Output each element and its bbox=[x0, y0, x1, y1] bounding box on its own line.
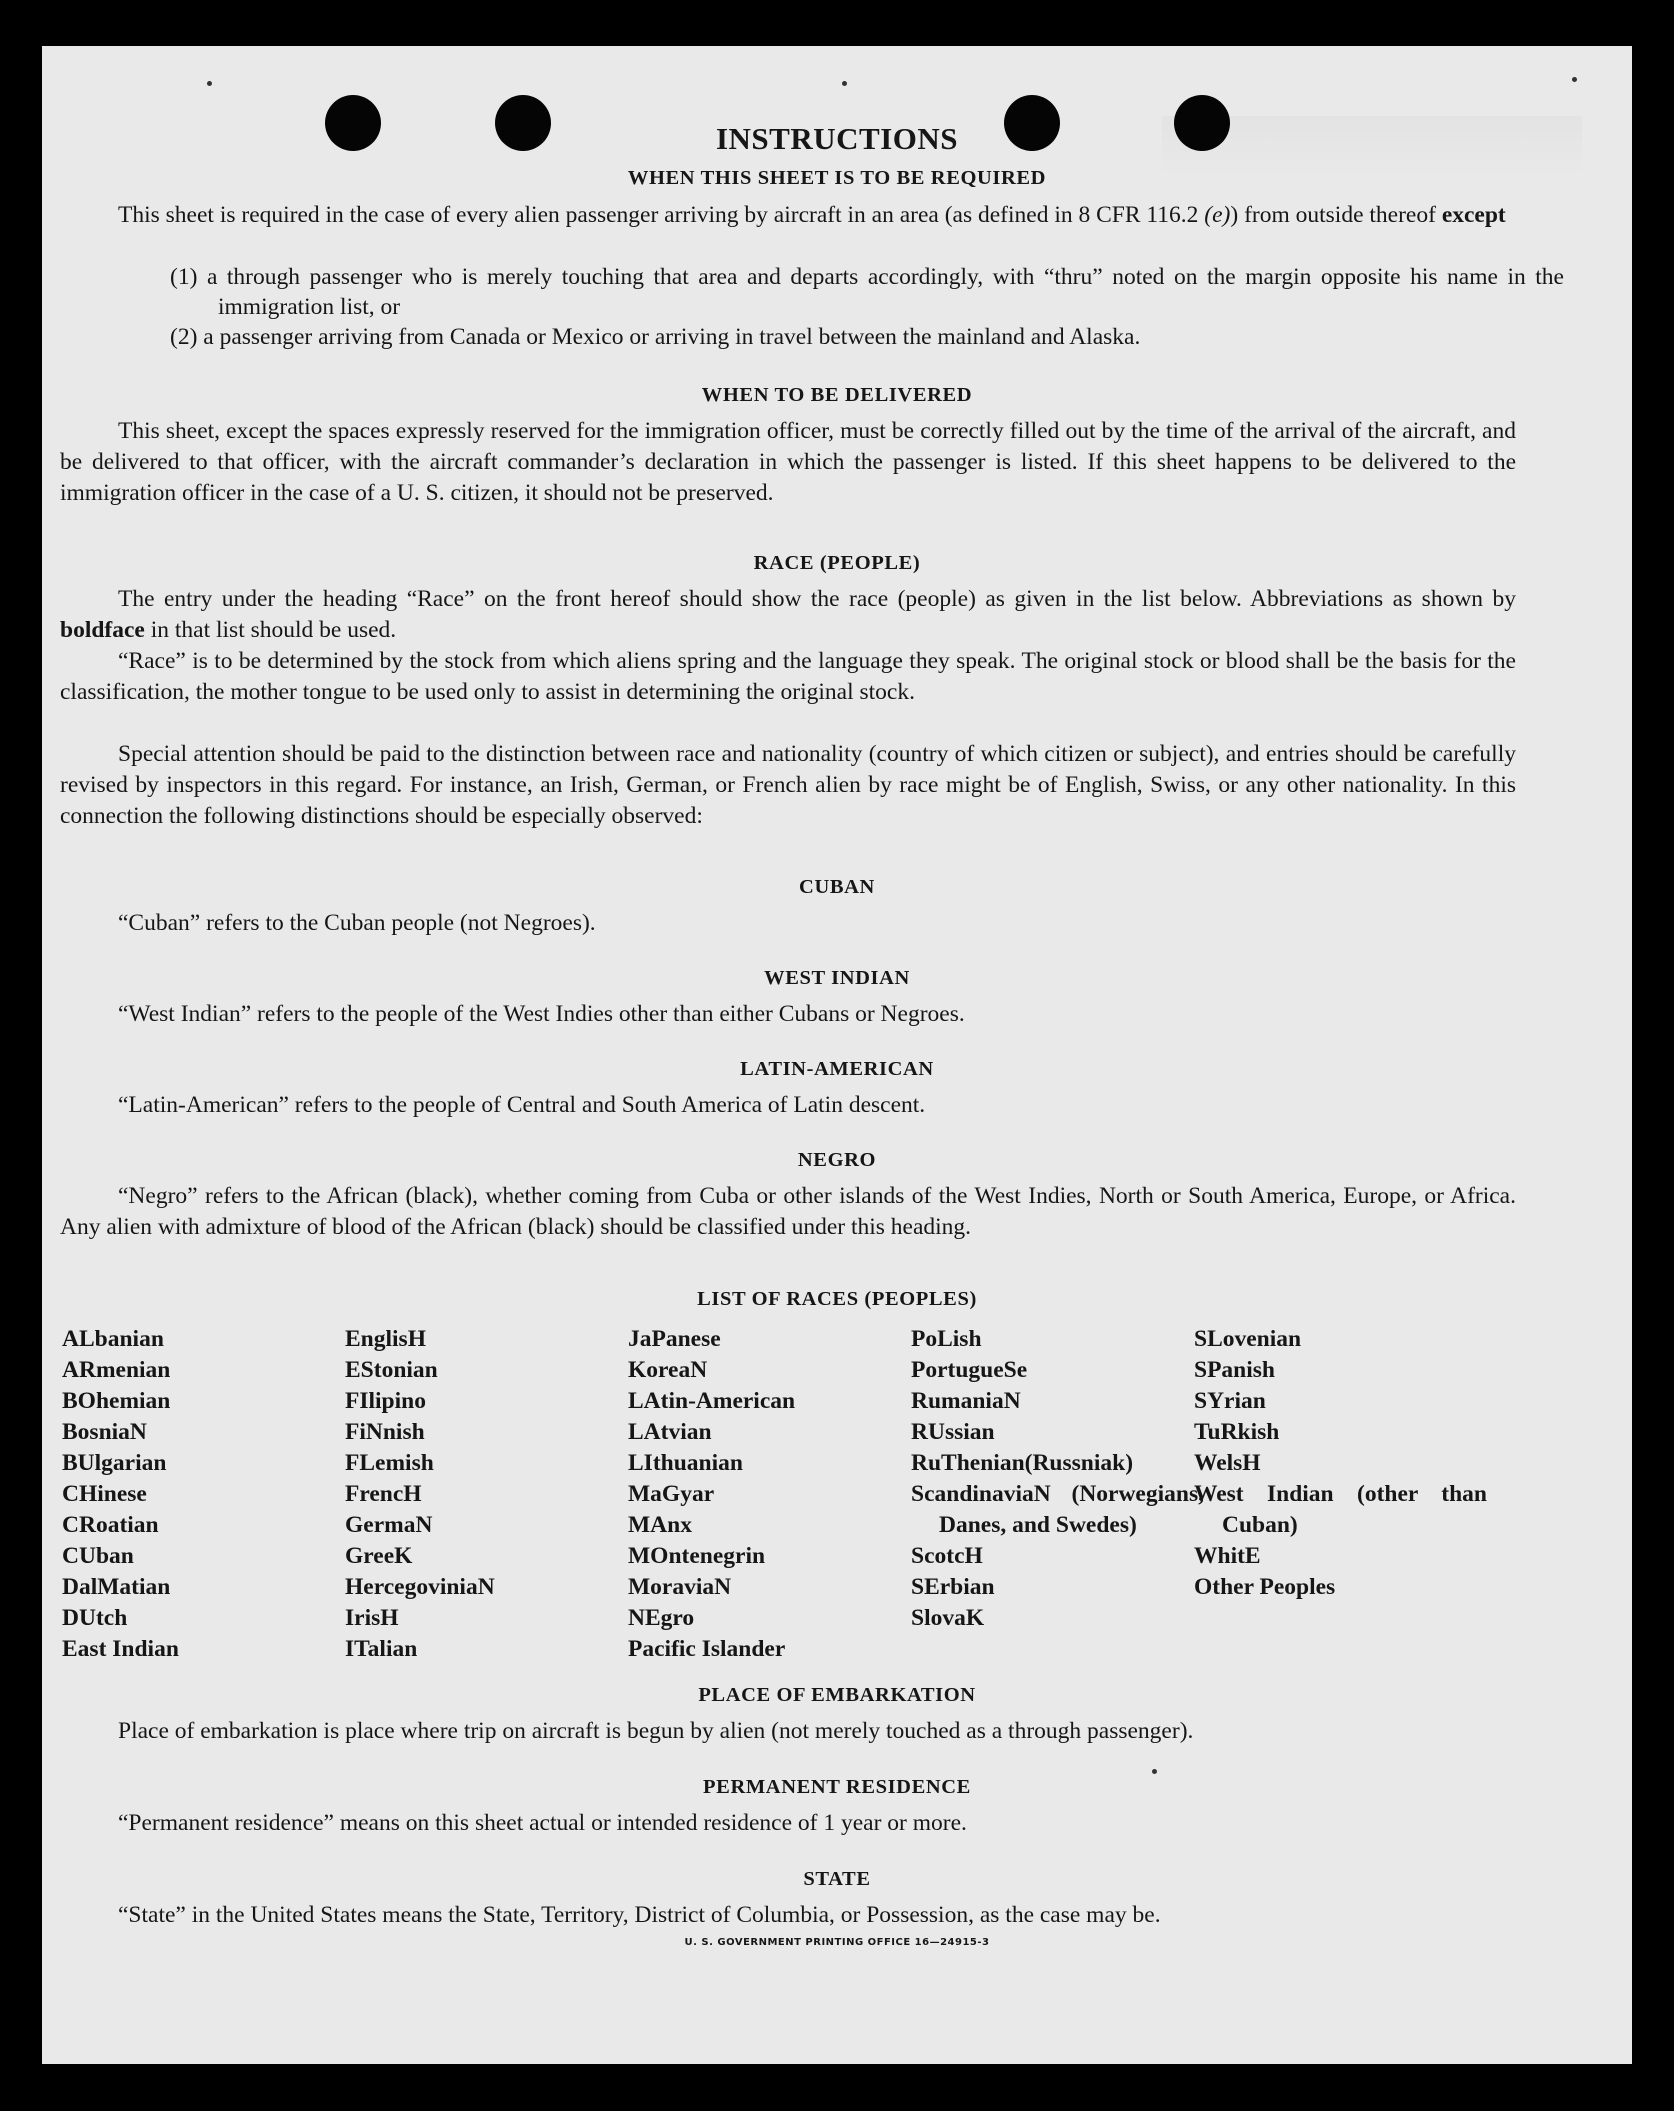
heading-when-delivered: WHEN TO BE DELIVERED bbox=[701, 384, 973, 406]
race-item: PoLish bbox=[911, 1326, 982, 1352]
race-item: DUtch bbox=[62, 1605, 128, 1631]
race-item: CRoatian bbox=[62, 1512, 159, 1538]
heading-residence: PERMANENT RESIDENCE bbox=[703, 1776, 971, 1798]
race-item: GreeK bbox=[345, 1543, 413, 1569]
speck bbox=[1152, 1769, 1157, 1774]
race-item: CUban bbox=[62, 1543, 134, 1569]
race-item: RumaniaN bbox=[911, 1388, 1021, 1414]
race-item: KoreaN bbox=[628, 1357, 708, 1383]
race-item: RuThenian(Russniak) bbox=[911, 1450, 1134, 1476]
race-item: MoraviaN bbox=[628, 1574, 732, 1600]
races-column-2 bbox=[345, 1324, 615, 1665]
text-run-italic: (e) bbox=[1204, 202, 1231, 228]
race-item: JaPanese bbox=[628, 1326, 721, 1352]
paragraph-west-indian: “West Indian” refers to the people of the West Indies other than either Cubans or Negroes. bbox=[118, 1001, 965, 1027]
race-item: FrencH bbox=[345, 1481, 422, 1507]
race-item: MAnx bbox=[628, 1512, 692, 1538]
paragraph-state: “State” in the United States means the State, Territory, District of Columbia, or Possession, as the case may be. bbox=[118, 1902, 1161, 1928]
race-item: Pacific Islander bbox=[628, 1636, 786, 1662]
race-item: LAtin-American bbox=[628, 1388, 796, 1414]
races-column-4 bbox=[911, 1324, 1204, 1634]
race-item: PortugueSe bbox=[911, 1357, 1028, 1383]
speck bbox=[207, 81, 212, 86]
heading-negro: NEGRO bbox=[797, 1149, 877, 1171]
race-item: MaGyar bbox=[628, 1481, 715, 1507]
races-column-3 bbox=[628, 1324, 898, 1665]
race-item: SlovaK bbox=[911, 1605, 985, 1631]
race-item: MOntenegrin bbox=[628, 1543, 766, 1569]
heading-race: RACE (PEOPLE) bbox=[753, 552, 921, 574]
race-item: ARmenian bbox=[62, 1357, 171, 1383]
race-item: SPanish bbox=[1194, 1357, 1275, 1383]
heading-list-of-races: LIST OF RACES (PEOPLES) bbox=[697, 1288, 977, 1310]
race-item: East Indian bbox=[62, 1636, 179, 1662]
paragraph-residence: “Permanent residence” means on this sheet actual or intended residence of 1 year or more. bbox=[118, 1810, 967, 1836]
race-item: SErbian bbox=[911, 1574, 995, 1600]
paragraph-when-delivered: This sheet, except the spaces expressly reserved for the immigration officer, must be correctly filled out by the time of the arrival of the aircraft, and be delivered to that officer, with the aircraft commander’s declaration in which the passenger is listed. If this sheet happens to be delivered to the immigration officer in the case of a U. S. citizen, it should not be preserved. bbox=[60, 418, 1516, 506]
races-column-1 bbox=[62, 1324, 332, 1665]
race-item: RUssian bbox=[911, 1419, 995, 1445]
text-run: in that list should be used. bbox=[144, 617, 397, 643]
heading-cuban: CUBAN bbox=[799, 876, 875, 898]
race-item: ITalian bbox=[345, 1636, 418, 1662]
text-run: ) from outside thereof bbox=[1230, 202, 1442, 228]
race-item: LAtvian bbox=[628, 1419, 712, 1445]
text-run-bold: except bbox=[1441, 202, 1506, 228]
heading-when-required: WHEN THIS SHEET IS TO BE REQUIRED bbox=[627, 167, 1047, 189]
race-item: Other Peoples bbox=[1194, 1574, 1336, 1600]
races-list bbox=[62, 1324, 1522, 1664]
race-item: BUlgarian bbox=[62, 1450, 167, 1476]
paragraph-race-2: “Race” is to be determined by the stock from which aliens spring and the language they speak. The original stock or blood shall be the basis for the classification, the mother tongue to be used only to assist in determining the original stock. bbox=[60, 648, 1516, 705]
race-item: TuRkish bbox=[1194, 1419, 1280, 1445]
list-item-1: (1) a through passenger who is merely touching that area and departs accordingly, with “thru” noted on the margin opposite his name in the immigration list, or bbox=[170, 264, 1564, 320]
speck bbox=[1572, 77, 1577, 82]
race-item: EnglisH bbox=[345, 1326, 426, 1352]
race-item: ScotcH bbox=[911, 1543, 983, 1569]
paragraph-race-3: Special attention should be paid to the distinction between race and nationality (country of which citizen or subject), and entries should be carefully revised by inspectors in this regard. For instance, an Irish, German, or French alien by race might be of English, Swiss, or any other nationality. In this connection the following distinctions should be especially observed: bbox=[60, 741, 1516, 829]
race-item: LIthuanian bbox=[628, 1450, 743, 1476]
race-item: FIlipino bbox=[345, 1388, 426, 1414]
race-item: NEgro bbox=[628, 1605, 695, 1631]
race-item: FLemish bbox=[345, 1450, 434, 1476]
race-item: BosniaN bbox=[62, 1419, 147, 1445]
list-item-2: (2) a passenger arriving from Canada or Mexico or arriving in travel between the mainland and Alaska. bbox=[170, 324, 1141, 350]
race-item: CHinese bbox=[62, 1481, 147, 1507]
paragraph-latin-american: “Latin-American” refers to the people of Central and South America of Latin descent. bbox=[118, 1092, 926, 1118]
heading-west-indian: WEST INDIAN bbox=[764, 967, 910, 989]
race-item: WhitE bbox=[1194, 1543, 1261, 1569]
printer-imprint: U. S. GOVERNMENT PRINTING OFFICE 16—24915-3 bbox=[684, 1937, 990, 1948]
races-column-5 bbox=[1194, 1324, 1487, 1603]
paragraph-when-required bbox=[60, 200, 1516, 231]
race-item: GermaN bbox=[345, 1512, 433, 1538]
text-run-bold: boldface bbox=[60, 617, 145, 643]
paragraph-cuban: “Cuban” refers to the Cuban people (not Negroes). bbox=[118, 910, 596, 936]
heading-state: STATE bbox=[803, 1868, 871, 1890]
race-item: DalMatian bbox=[62, 1574, 171, 1600]
race-item: FiNnish bbox=[345, 1419, 425, 1445]
race-item: ALbanian bbox=[62, 1326, 164, 1352]
heading-latin-american: LATIN-AMERICAN bbox=[740, 1058, 934, 1080]
paragraph-embarkation: Place of embarkation is place where trip on aircraft is begun by alien (not merely touched as a through passenger). bbox=[118, 1718, 1194, 1744]
text-run: The entry under the heading “Race” on the front hereof should show the race (people) as given in the list below. Abbreviations as shown by bbox=[118, 586, 1516, 612]
race-item: ScandinaviaN (Norwegians, Danes, and Swedes) bbox=[911, 1481, 1204, 1538]
race-item: West Indian (other than Cuban) bbox=[1194, 1481, 1487, 1538]
race-item: SLovenian bbox=[1194, 1326, 1302, 1352]
race-item: SYrian bbox=[1194, 1388, 1266, 1414]
heading-embarkation: PLACE OF EMBARKATION bbox=[698, 1684, 976, 1706]
text-run: This sheet is required in the case of every alien passenger arriving by aircraft in an area (as defined in 8 CFR 116.2 bbox=[118, 202, 1205, 228]
race-item: BOhemian bbox=[62, 1388, 171, 1414]
race-item: WelsH bbox=[1194, 1450, 1261, 1476]
race-item: EStonian bbox=[345, 1357, 438, 1383]
speck bbox=[842, 81, 847, 86]
paragraph-negro: “Negro” refers to the African (black), whether coming from Cuba or other islands of the West Indies, North or South America, Europe, or Africa. Any alien with admixture of blood of the African (black) should be classified under this heading. bbox=[60, 1183, 1516, 1240]
document-page bbox=[42, 46, 1632, 2064]
race-item: IrisH bbox=[345, 1605, 399, 1631]
paragraph-race-1 bbox=[60, 584, 1516, 646]
page-title: INSTRUCTIONS bbox=[715, 121, 958, 156]
race-item: HercegoviniaN bbox=[345, 1574, 495, 1600]
